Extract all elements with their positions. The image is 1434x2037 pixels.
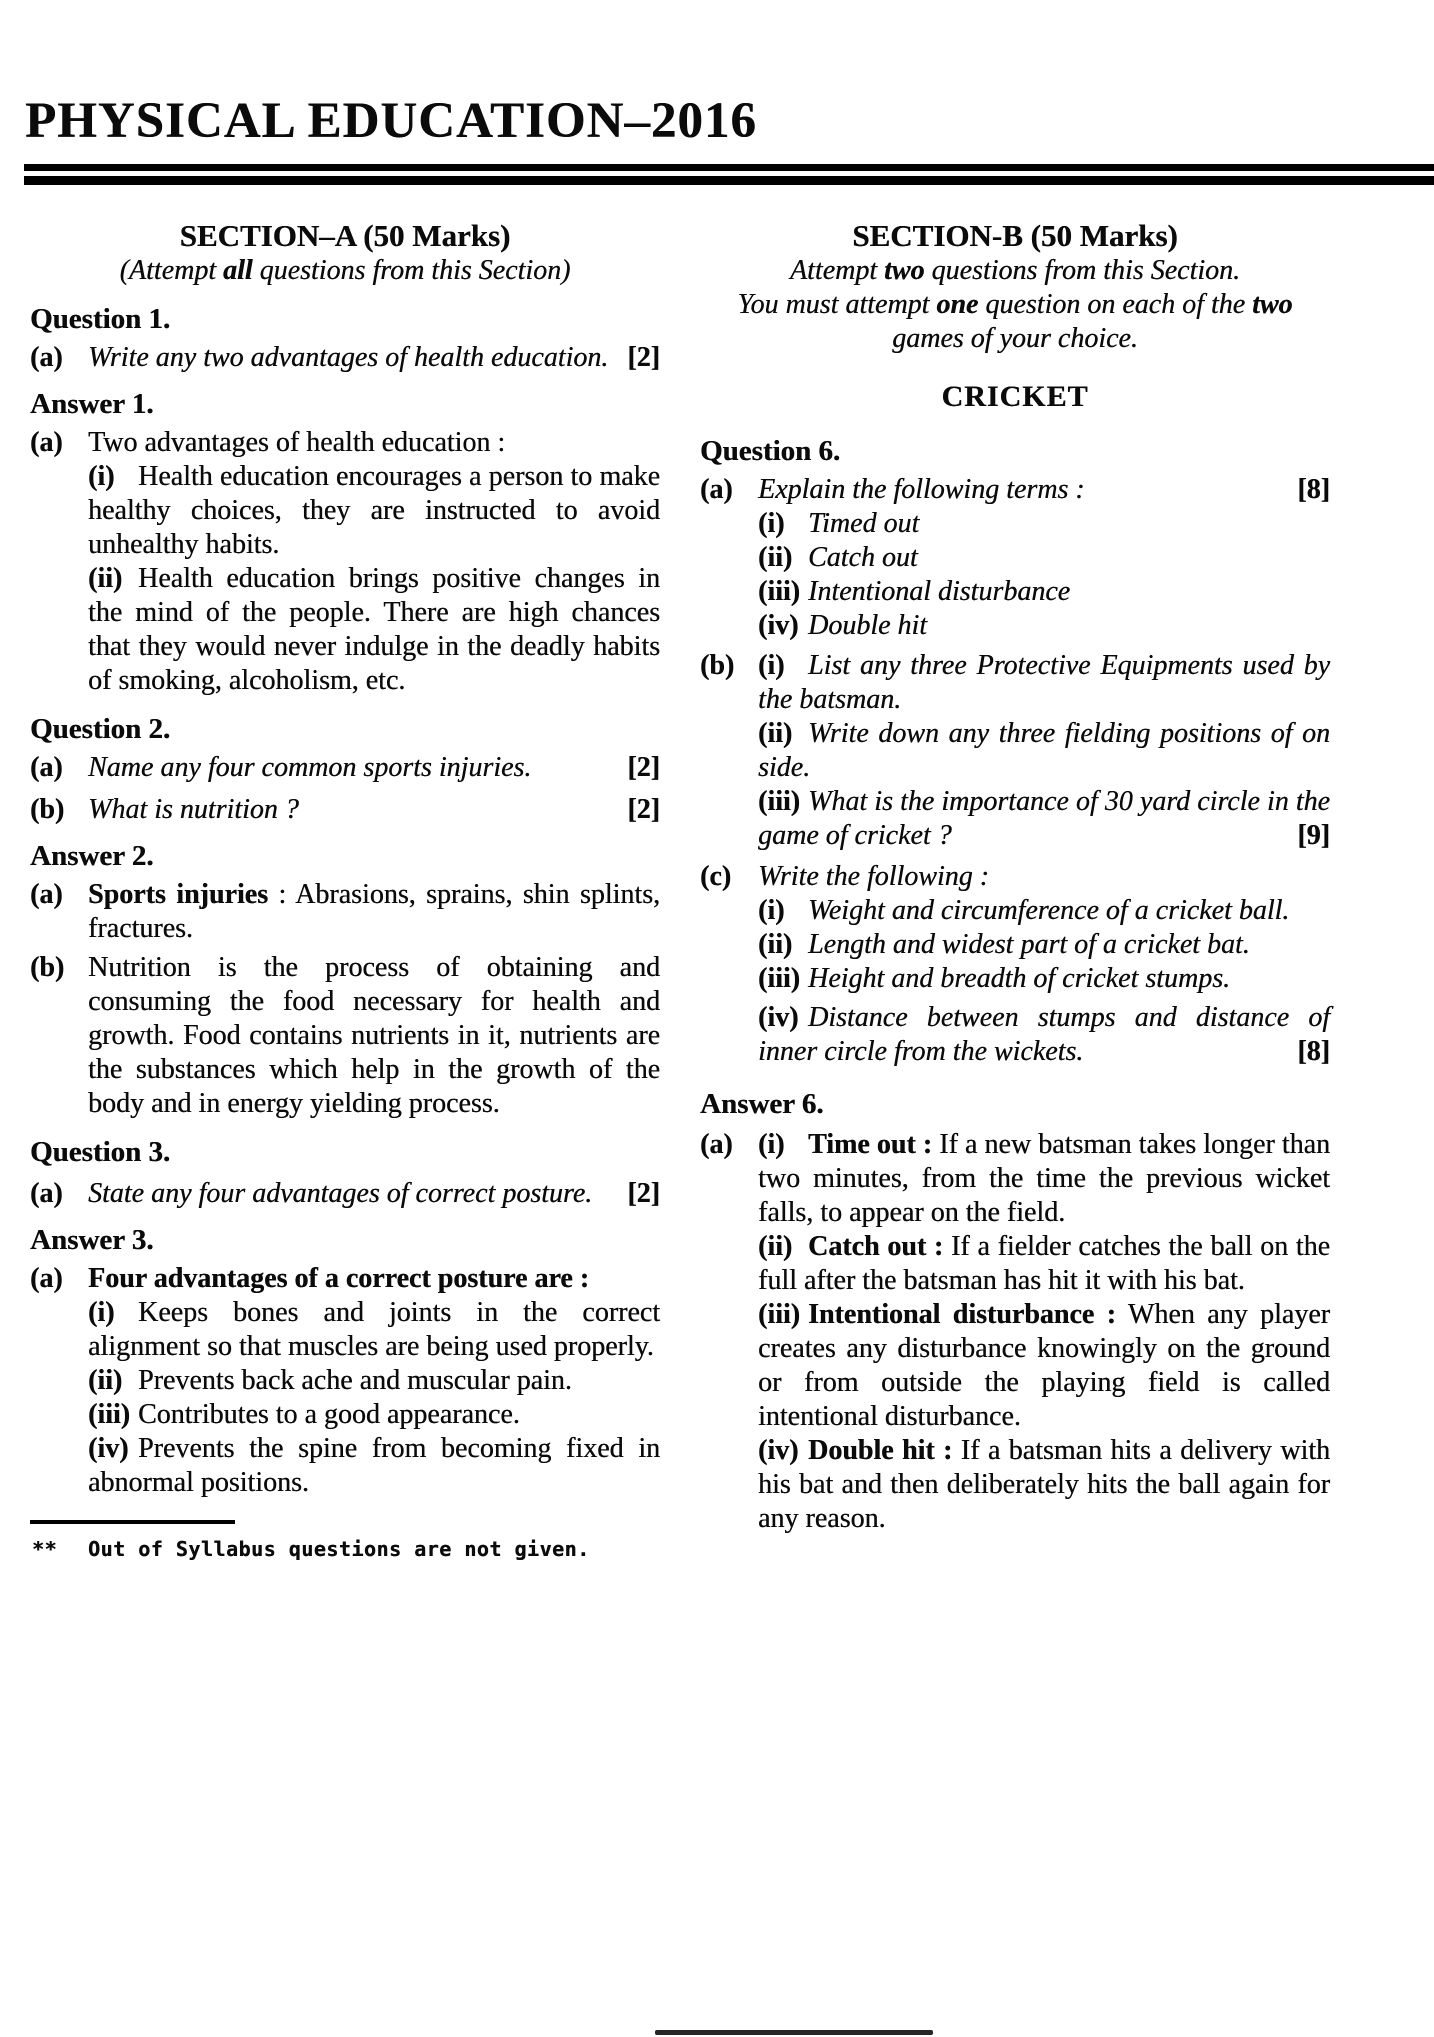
answer-2a-row bbox=[30, 878, 660, 946]
question-2b-row bbox=[30, 793, 660, 827]
answer-text: If a new batsman takes longer than two minutes, from the time the previous wicket falls, to appear on the field. bbox=[758, 1129, 1331, 1228]
answer-text: Contributes to a good appearance. bbox=[138, 1399, 520, 1430]
answer-2b-row bbox=[30, 951, 660, 1121]
item-label: (a) bbox=[700, 1129, 733, 1160]
question-text: List any three Protective Equipments used by the batsman. bbox=[758, 650, 1330, 715]
item-sublabel: (iv) bbox=[758, 1435, 799, 1466]
question-6-heading: Question 6. bbox=[700, 435, 841, 467]
item-sublabel: (iii) bbox=[758, 1299, 800, 1330]
question-1-heading: Question 1. bbox=[30, 303, 171, 335]
marks-badge: [2] bbox=[627, 342, 660, 373]
item-sublabel: (ii) bbox=[758, 718, 793, 749]
question-6c-item-iii bbox=[758, 962, 1330, 996]
note-bold: two bbox=[1252, 289, 1293, 320]
answer-bold-term: Four advantages of a correct posture are : bbox=[88, 1263, 590, 1294]
answer-text: Health education brings positive changes in the mind of the people. There are high chances that they would never indulge in the deadly habits of smoking, alcoholism, etc. bbox=[88, 563, 660, 696]
item-label: (b) bbox=[30, 952, 65, 983]
note-text: questions from this Section) bbox=[252, 255, 571, 286]
answer-1a-row bbox=[30, 426, 660, 460]
question-2-heading: Question 2. bbox=[30, 713, 171, 745]
answer-bold-term: Double hit : bbox=[808, 1435, 953, 1466]
section-a-title: SECTION–A (50 Marks) bbox=[179, 218, 511, 253]
question-text: State any four advantages of correct posture. bbox=[88, 1178, 593, 1209]
answer-bold-term: Catch out : bbox=[808, 1231, 944, 1262]
item-label: (a) bbox=[30, 427, 63, 458]
answer-6a-point-i bbox=[700, 1128, 1330, 1230]
item-label: (iv) bbox=[88, 1433, 129, 1464]
question-text: What is the importance of 30 yard circle in the game of cricket ? bbox=[758, 786, 1330, 851]
section-b-column bbox=[700, 218, 1330, 1536]
note-text: games of your choice. bbox=[892, 323, 1138, 354]
note-text: question on each of the bbox=[978, 289, 1253, 320]
question-6c-row bbox=[700, 860, 1330, 894]
question-text: Explain the following terms : bbox=[758, 474, 1085, 505]
item-sublabel: (ii) bbox=[758, 929, 793, 960]
marks-badge: [9] bbox=[1297, 820, 1330, 851]
answer-6a-point-ii bbox=[758, 1230, 1330, 1298]
marks-badge: [2] bbox=[627, 794, 660, 825]
item-sublabel: (iii) bbox=[758, 963, 800, 994]
question-text: Timed out bbox=[808, 508, 920, 539]
item-label: (i) bbox=[88, 1297, 115, 1328]
item-label: (b) bbox=[700, 650, 735, 681]
question-6a-term-ii bbox=[758, 541, 1330, 575]
question-text: Write the following : bbox=[758, 861, 989, 892]
question-text: Height and breadth of cricket stumps. bbox=[808, 963, 1231, 994]
question-text: Distance between stumps and distance of inner circle from the wickets. bbox=[758, 1002, 1330, 1067]
answer-bold-term: Time out : bbox=[808, 1129, 933, 1160]
item-sublabel: (iii) bbox=[758, 786, 800, 817]
answer-6a-point-iv bbox=[758, 1434, 1330, 1536]
page-title: PHYSICAL EDUCATION–2016 bbox=[25, 93, 757, 149]
scan-artifact bbox=[655, 2030, 933, 2035]
item-label: (c) bbox=[700, 861, 732, 892]
section-b-note-2 bbox=[725, 288, 1305, 356]
question-6a-term-iii bbox=[758, 575, 1330, 609]
section-a-note bbox=[30, 254, 660, 288]
question-text: Double hit bbox=[808, 610, 927, 641]
marks-badge: [2] bbox=[627, 752, 660, 783]
divider-line-top bbox=[24, 164, 1434, 171]
section-b-note-1 bbox=[700, 254, 1330, 288]
answer-text: Two advantages of health education : bbox=[88, 427, 506, 458]
question-2a-row bbox=[30, 751, 660, 785]
note-bold: one bbox=[936, 289, 979, 320]
item-label: (ii) bbox=[88, 1365, 123, 1396]
item-label: (iii) bbox=[88, 1399, 130, 1430]
note-text: questions from this Section. bbox=[924, 255, 1241, 286]
answer-bold-term: Sports injuries bbox=[88, 879, 268, 910]
answer-bold-term: Intentional disturbance : bbox=[808, 1299, 1116, 1330]
answer-6-heading: Answer 6. bbox=[700, 1088, 824, 1120]
question-6b-part-iii bbox=[758, 785, 1330, 853]
question-text: Write down any three fielding positions of on side. bbox=[758, 718, 1330, 783]
item-label: (ii) bbox=[758, 542, 793, 573]
answer-1a-point-ii bbox=[88, 562, 660, 698]
question-6a-term-i bbox=[758, 507, 1330, 541]
answer-text: Prevents the spine from becoming fixed in abnormal positions. bbox=[88, 1433, 660, 1498]
answer-3a-point-iv bbox=[88, 1432, 660, 1500]
answer-3a-row bbox=[30, 1262, 660, 1296]
question-3a-row bbox=[30, 1177, 660, 1211]
item-sublabel: (iv) bbox=[758, 1002, 799, 1033]
item-label: (iv) bbox=[758, 610, 799, 641]
answer-text: If a fielder catches the ball on the full after the batsman has hit it with his bat. bbox=[758, 1231, 1331, 1296]
question-text: What is nutrition ? bbox=[88, 794, 299, 825]
question-6a-row bbox=[700, 473, 1330, 507]
question-6c-item-iv bbox=[758, 1001, 1330, 1069]
item-label: (i) bbox=[758, 508, 785, 539]
footnote-marker: ** bbox=[32, 1537, 58, 1561]
answer-text: When any player creates any disturbance knowingly on the ground or from outside the playing field is called intentional disturbance. bbox=[758, 1299, 1330, 1432]
item-sublabel: (ii) bbox=[758, 1231, 793, 1262]
question-6b-part-ii bbox=[758, 717, 1330, 785]
item-label: (b) bbox=[30, 794, 65, 825]
note-text: (Attempt bbox=[119, 255, 223, 286]
answer-1-heading: Answer 1. bbox=[30, 388, 154, 420]
item-label: (a) bbox=[30, 1178, 63, 1209]
question-text: Length and widest part of a cricket bat. bbox=[808, 929, 1250, 960]
note-text: You must attempt bbox=[737, 289, 937, 320]
item-label: (a) bbox=[30, 342, 63, 373]
answer-text: Health education encourages a person to make healthy choices, they are instructed to avoid unhealthy habits. bbox=[88, 461, 660, 560]
note-bold: two bbox=[884, 255, 925, 286]
marks-badge: [2] bbox=[627, 1178, 660, 1209]
answer-text: Prevents back ache and muscular pain. bbox=[138, 1365, 572, 1396]
question-1a-row bbox=[30, 341, 660, 375]
answer-text: Nutrition is the process of obtaining and consuming the food necessary for health and growth. Food contains nutrients in it, nutrients are the substances which help in the growth of the body and in energy yielding process. bbox=[88, 952, 660, 1119]
question-text: Name any four common sports injuries. bbox=[88, 752, 532, 783]
marks-badge: [8] bbox=[1297, 474, 1330, 505]
question-6c-item-ii bbox=[758, 928, 1330, 962]
item-label: (ii) bbox=[88, 563, 123, 594]
divider-line-bottom bbox=[24, 176, 1434, 185]
answer-1a-point-i bbox=[88, 460, 660, 562]
item-sublabel: (i) bbox=[758, 895, 785, 926]
question-6a-term-iv bbox=[758, 609, 1330, 643]
answer-2-heading: Answer 2. bbox=[30, 840, 154, 872]
question-text: Intentional disturbance bbox=[808, 576, 1071, 607]
question-text: Catch out bbox=[808, 542, 918, 573]
answer-6a-point-iii bbox=[758, 1298, 1330, 1434]
marks-badge: [8] bbox=[1297, 1036, 1330, 1067]
title-divider bbox=[24, 164, 1434, 185]
section-b-title: SECTION-B (50 Marks) bbox=[852, 218, 1178, 253]
note-text: Attempt bbox=[789, 255, 885, 286]
footnote-divider bbox=[30, 1520, 235, 1524]
answer-3-heading: Answer 3. bbox=[30, 1224, 154, 1256]
answer-3a-point-iii bbox=[88, 1398, 660, 1432]
section-a-column bbox=[30, 218, 660, 1566]
question-3-heading: Question 3. bbox=[30, 1136, 171, 1168]
answer-3a-point-ii bbox=[88, 1364, 660, 1398]
answer-text: : Abrasions, sprains, shin splints, fractures. bbox=[88, 879, 660, 944]
footnote-text: Out of Syllabus questions are not given. bbox=[88, 1537, 590, 1561]
answer-text: Keeps bones and joints in the correct alignment so that muscles are being used properly. bbox=[88, 1297, 660, 1362]
item-label: (i) bbox=[88, 461, 115, 492]
item-label: (a) bbox=[700, 474, 733, 505]
footnote bbox=[30, 1532, 660, 1566]
question-text: Write any two advantages of health education. bbox=[88, 342, 609, 373]
question-6b-part-i bbox=[700, 649, 1330, 717]
answer-text: If a batsman hits a delivery with his bat and then deliberately hits the ball again for any reason. bbox=[758, 1435, 1331, 1534]
item-sublabel: (i) bbox=[758, 1129, 785, 1160]
question-text: Weight and circumference of a cricket ball. bbox=[808, 895, 1290, 926]
note-bold: all bbox=[223, 255, 253, 286]
question-6c-item-i bbox=[758, 894, 1330, 928]
item-sublabel: (i) bbox=[758, 650, 785, 681]
cricket-heading: CRICKET bbox=[941, 380, 1089, 413]
item-label: (a) bbox=[30, 879, 63, 910]
item-label: (a) bbox=[30, 752, 63, 783]
answer-3a-point-i bbox=[88, 1296, 660, 1364]
item-label: (iii) bbox=[758, 576, 800, 607]
item-label: (a) bbox=[30, 1263, 63, 1294]
